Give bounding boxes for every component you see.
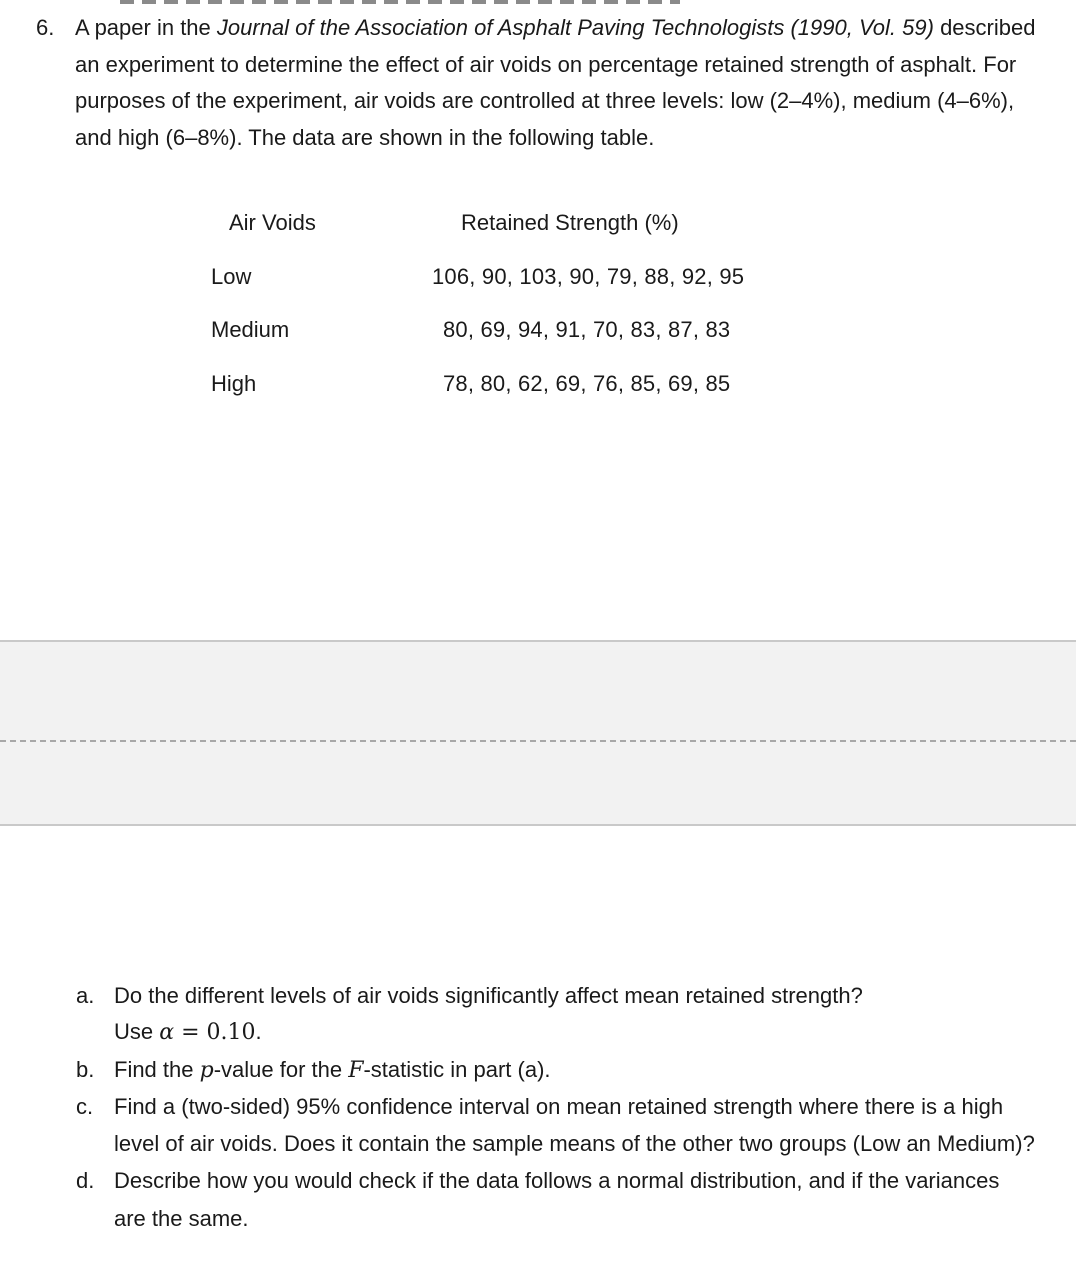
- p-symbol: p: [199, 1057, 214, 1083]
- row-label-medium: Medium: [211, 317, 290, 342]
- part-c: [76, 1089, 1036, 1162]
- question-6: [36, 10, 1046, 156]
- part-c-text: Find a (two-sided) 95% confidence interval on mean retained strength where there is a high level of air voids. Does it contain the sample means of the other two groups (Low an Medium)?: [114, 1094, 1035, 1156]
- f-symbol: F: [348, 1057, 364, 1083]
- alpha-symbol: α: [159, 1020, 175, 1046]
- part-b-text-2: -value for the: [213, 1056, 349, 1082]
- part-d: [76, 1162, 1036, 1238]
- row-label-high: High: [211, 371, 257, 396]
- page-break-dashed-line: [0, 740, 1076, 742]
- part-a-label: a.: [76, 983, 95, 1008]
- part-d-text: Describe how you would check if the data follows a normal distribution, and if the variances are the same.: [114, 1168, 1000, 1232]
- cropped-previous-line: [0, 0, 1076, 4]
- question-number: 6.: [36, 15, 55, 40]
- part-a-period: .: [255, 1019, 262, 1045]
- header-air-voids: Air Voids: [229, 210, 316, 235]
- row-label-low: Low: [211, 264, 252, 289]
- question-text: [75, 10, 1046, 156]
- header-retained-strength: Retained Strength (%): [461, 210, 679, 235]
- equals-sign: =: [174, 1020, 207, 1046]
- part-b: [76, 1052, 1036, 1089]
- alpha-value: 0.10: [206, 1020, 256, 1046]
- part-b-text-1: Find the: [114, 1056, 200, 1082]
- question-parts: [76, 978, 1036, 1238]
- part-a: [76, 978, 1036, 1052]
- part-b-label: b.: [76, 1056, 95, 1082]
- part-c-label: c.: [76, 1094, 94, 1120]
- part-a-text: Do the different levels of air voids significantly affect mean retained strength?: [114, 983, 863, 1008]
- journal-title: Journal of the Association of Asphalt Paving Technologists (1990, Vol. 59): [216, 15, 934, 40]
- part-b-text-3: -statistic in part (a).: [363, 1056, 551, 1082]
- question-text-end: described an experiment to determine the effect of air voids on percentage retained strength of asphalt. For purposes of the experiment, air voids are controlled at three levels: low (2–4%), medium (4–6%), and high (6–8%). The data are shown in the following table.: [75, 15, 1036, 150]
- question-text-start: A paper in the: [75, 15, 217, 40]
- part-d-label: d.: [76, 1168, 95, 1194]
- page-break-band: [0, 640, 1076, 826]
- row-values-high: 78, 80, 62, 69, 76, 85, 69, 85: [443, 371, 731, 396]
- row-values-low: 106, 90, 103, 90, 79, 88, 92, 95: [432, 264, 745, 289]
- part-a-use: Use: [114, 1019, 160, 1045]
- row-values-medium: 80, 69, 94, 91, 70, 83, 87, 83: [443, 317, 731, 342]
- cropped-text-fragment: [120, 0, 680, 4]
